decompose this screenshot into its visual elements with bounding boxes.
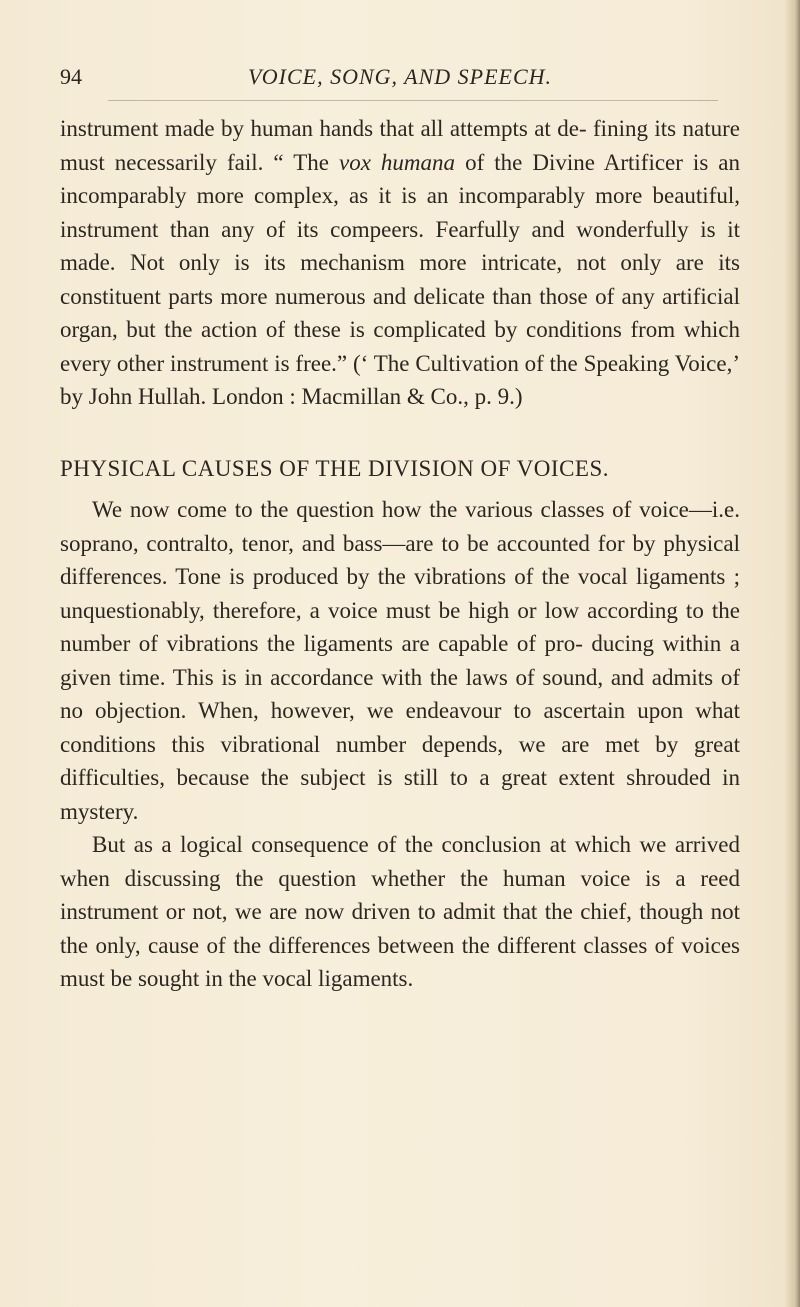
italic-phrase: vox humana [338, 149, 456, 175]
paragraph-3: But as a logical consequence of the conclusion at which we arrived when discussing the question whether the human voice is a reed instrument or not, we are now driven to admit that the chief, though not the only, cause of the differences between the different classes of voices must be sought in the vocal ligaments. [60, 832, 740, 991]
page-number: 94 [60, 64, 82, 89]
paragraph-continuation [60, 112, 740, 414]
paragraph-1-part-2: of the Divine Artificer is an incomparably more complex, as it is an incomparably more beautiful, instrument than any of its compeers. Fearfully and wonderfully is it made. Not only is its mechanism more intricate, not only are its constituent parts more numerous and delicate than those of any artificial organ, but the action of these is complicated by conditions from which every other instrument is free.” (‘ The Cultivation of the Speaking Voice,’ by John Hullah. London : Macmillan & Co., p. 9.) [60, 149, 741, 409]
page-edge-shadow [784, 0, 800, 1307]
running-title: VOICE, SONG, AND SPEECH. [247, 64, 553, 89]
section-heading: PHYSICAL CAUSES OF THE DIVISION OF VOICES. [60, 455, 610, 481]
body-text [60, 112, 740, 996]
running-head [60, 60, 740, 94]
header-rule [108, 100, 718, 101]
paragraph-2: We now come to the question how the various classes of voice—i.e. soprano, contralto, tenor, and bass—are to be accounted for by physical differences. Tone is produced by the vibrations of the vocal ligaments ; unquestionably, therefore, a voice must be high or low according to the number of vibrations the ligaments are capable of pro- ducing within a given time. This is in accordance with the laws of sound, and admits of no objection. When, however, we endeavour to ascertain upon what conditions this vibrational number depends, we are met by great difficulties, because the subject is still to a great extent shrouded in mystery. [60, 497, 740, 824]
paragraph-1-part-1: instrument made by human hands that all attempts at de- fining its nature must necessarily fail. “ The [60, 116, 740, 175]
